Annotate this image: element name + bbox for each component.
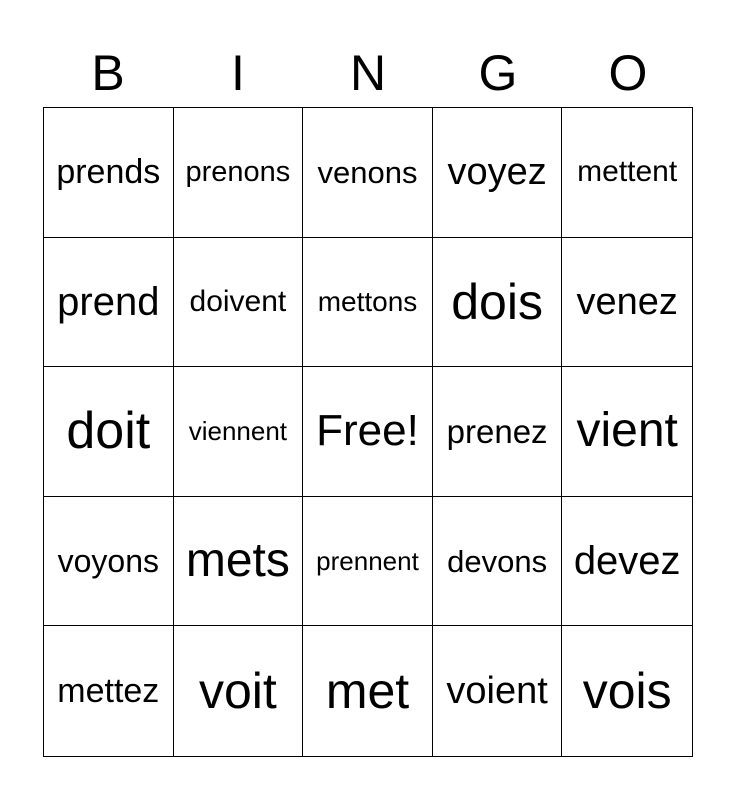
header-letter-i: I [231, 45, 245, 101]
cell-word: doit [66, 402, 151, 461]
cell-word: mettons [317, 285, 418, 317]
cell-word: mets [185, 534, 290, 588]
bingo-cell[interactable] [303, 497, 433, 627]
cell-word: voient [446, 670, 548, 713]
cell-word: vois [582, 663, 672, 720]
cell-word: voyez [447, 151, 547, 194]
bingo-cell[interactable] [44, 497, 174, 627]
bingo-cell[interactable] [562, 238, 692, 368]
header-letter-b: B [91, 45, 125, 101]
bingo-cell[interactable] [174, 497, 304, 627]
header-letter-o: O [608, 45, 648, 101]
bingo-cell[interactable] [433, 497, 563, 627]
cell-word: viennent [188, 416, 288, 447]
cell-word: dois [451, 273, 543, 330]
cell-word: venez [576, 280, 678, 323]
bingo-cell[interactable] [174, 626, 304, 756]
bingo-cell[interactable] [562, 367, 692, 497]
cell-word: prenez [446, 412, 548, 450]
cell-word: prends [56, 153, 161, 192]
free-space-label: Free! [316, 406, 419, 456]
cell-word: devez [573, 539, 681, 584]
bingo-cell[interactable] [44, 108, 174, 238]
cell-word: met [325, 663, 410, 720]
bingo-cell[interactable] [562, 108, 692, 238]
bingo-cell[interactable] [433, 367, 563, 497]
cell-word: mettent [577, 155, 678, 189]
cell-word: doivent [189, 284, 287, 318]
bingo-cell[interactable] [562, 497, 692, 627]
free-space-cell[interactable] [303, 367, 433, 497]
bingo-cell[interactable] [44, 626, 174, 756]
bingo-cell[interactable] [174, 367, 304, 497]
bingo-cell[interactable] [44, 367, 174, 497]
bingo-cell[interactable] [303, 108, 433, 238]
bingo-header [43, 40, 693, 106]
bingo-cell[interactable] [303, 238, 433, 368]
cell-word: venons [317, 154, 418, 190]
header-letter-g: G [478, 45, 518, 101]
bingo-cell[interactable] [433, 108, 563, 238]
cell-word: prend [57, 279, 160, 324]
bingo-cell[interactable] [174, 238, 304, 368]
bingo-cell[interactable] [433, 238, 563, 368]
cell-word: mettez [57, 672, 160, 711]
cell-word: voyons [57, 543, 159, 580]
bingo-board [43, 107, 693, 757]
bingo-cell[interactable] [303, 626, 433, 756]
cell-word: prennent [316, 546, 419, 577]
cell-word: prenons [185, 155, 291, 188]
bingo-cell[interactable] [174, 108, 304, 238]
cell-word: devons [447, 543, 548, 579]
cell-word: voit [198, 663, 277, 720]
bingo-cell[interactable] [433, 626, 563, 756]
bingo-cell[interactable] [44, 238, 174, 368]
bingo-cell[interactable] [562, 626, 692, 756]
header-letter-n: N [349, 45, 387, 101]
cell-word: vient [576, 404, 678, 458]
